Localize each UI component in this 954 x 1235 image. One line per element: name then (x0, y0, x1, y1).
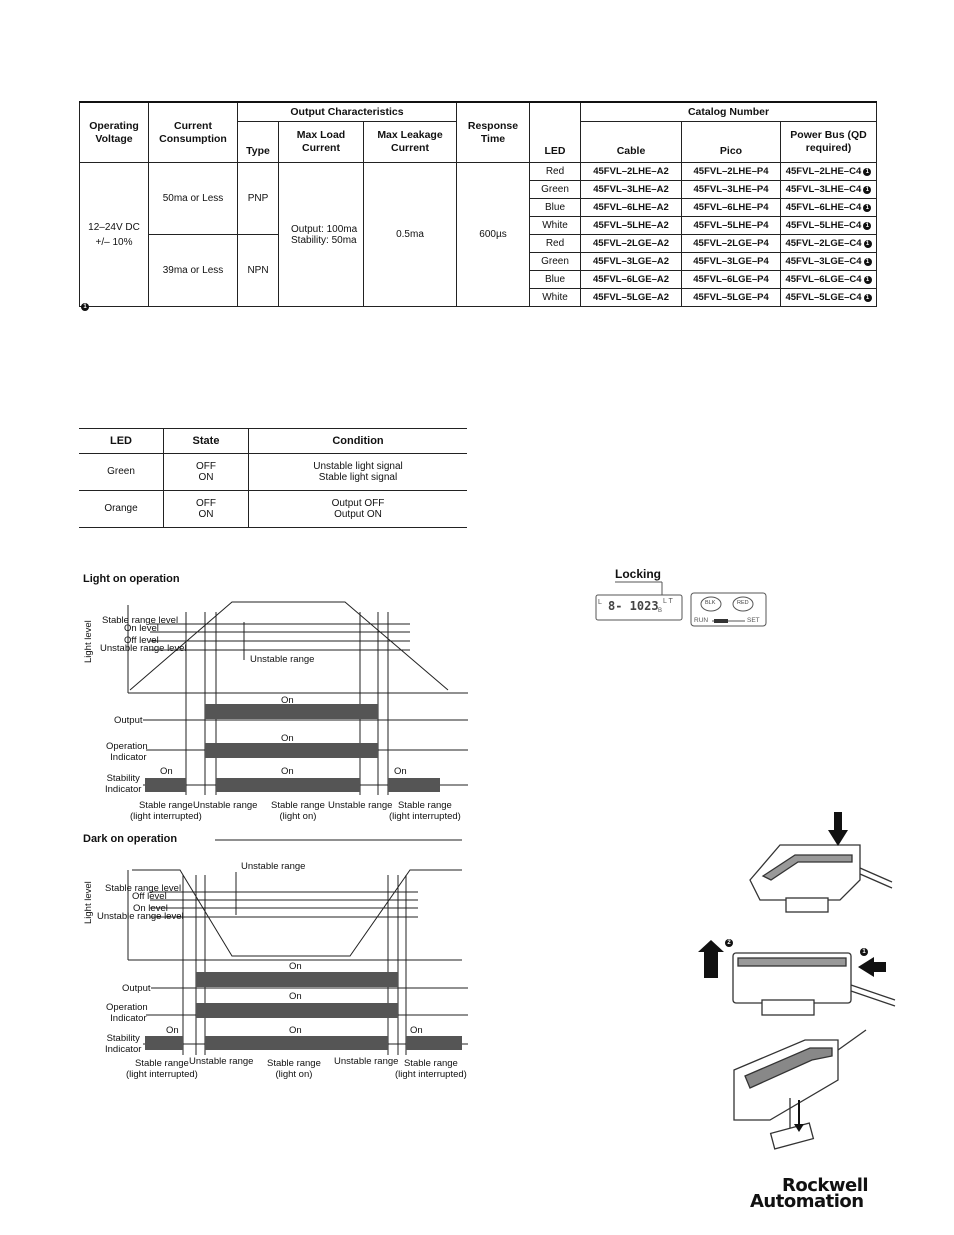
header-output-characteristics: Output Characteristics (238, 102, 457, 122)
unstable-range-level-label: Unstable range level (100, 643, 187, 654)
range-label (271, 800, 325, 822)
pnp-type: PNP (238, 163, 279, 235)
footnote-marker-icon: 1 (81, 303, 89, 311)
stability-on-bar (145, 778, 186, 792)
cable-catalog: 45FVL–5LHE–A2 (581, 217, 682, 235)
header-type: Type (238, 122, 279, 163)
power-bus-catalog: 45FVL–2LGE–C4 (785, 238, 862, 249)
stability-on-bar (406, 1036, 462, 1050)
condition-value: Output OFF (331, 497, 385, 509)
range-label-line: Stable range (138, 800, 193, 811)
pico-catalog: 45FVL–6LHE–P4 (682, 199, 781, 217)
header-catalog-number: Catalog Number (581, 102, 877, 122)
note-marker-icon: 1 (864, 276, 872, 284)
header-led: LED (530, 102, 581, 163)
stability-on-bar (205, 1036, 388, 1050)
output-on-label: On (281, 695, 294, 706)
arrow-down-icon (828, 812, 848, 846)
stability-indicator-label (105, 1033, 141, 1055)
stability-on-label: On (410, 1025, 423, 1036)
led-color: Red (530, 235, 581, 253)
range-label: Unstable range (334, 1056, 399, 1067)
unstable-range-level-label: Unstable range level (97, 911, 184, 922)
run-label: RUN (694, 617, 709, 624)
light-y-axis-label: Light level (83, 620, 94, 663)
operation-on-bar (205, 743, 378, 758)
output-on-label: On (289, 961, 302, 972)
operation-indicator-line: Indicator (110, 1013, 147, 1024)
unstable-range-label: Unstable range (250, 654, 315, 665)
stability-on-bar (216, 778, 360, 792)
power-bus-catalog: 45FVL–2LHE–C4 (785, 166, 862, 177)
led-name: Green (79, 454, 164, 491)
operating-voltage-tolerance: +/– 10% (95, 236, 133, 248)
range-label (267, 1058, 321, 1080)
range-label (389, 800, 461, 822)
header-response-time: Response Time (457, 102, 530, 163)
arrow-left-icon (858, 957, 886, 977)
on-level-label: On level (124, 623, 159, 634)
stable-range-level-label: Stable range level (102, 615, 179, 626)
power-bus-catalog: 45FVL–3LHE–C4 (785, 184, 862, 195)
led-color: Red (530, 163, 581, 181)
range-label-line: (light interrupted) (395, 1069, 467, 1080)
arrow-up-icon (698, 940, 724, 978)
operation-indicator-label (106, 1002, 148, 1024)
max-load-output: Output: 100ma (291, 223, 358, 235)
range-label (395, 1058, 467, 1080)
stability-on-label: On (394, 766, 407, 777)
range-label-line: (light interrupted) (126, 1069, 198, 1080)
pico-catalog: 45FVL–3LGE–P4 (682, 253, 781, 271)
power-bus-catalog: 45FVL–3LGE–C4 (785, 256, 862, 267)
operating-voltage-value: 12–24V DC (88, 221, 140, 233)
note-marker-icon: 1 (863, 186, 871, 194)
stable-range-level-label: Stable range level (105, 883, 182, 894)
cable-catalog: 45FVL–3LHE–A2 (581, 181, 682, 199)
range-label-line: Stable range (271, 800, 325, 811)
pico-catalog: 45FVL–3LHE–P4 (682, 181, 781, 199)
step-one-marker-icon: 1 (860, 948, 868, 956)
stability-indicator-line: Indicator (105, 784, 142, 795)
blk-button-label[interactable]: BLK (705, 600, 716, 606)
output-label: Output (114, 715, 143, 726)
red-button-label[interactable]: RED (737, 600, 749, 606)
cable-catalog: 45FVL–3LGE–A2 (581, 253, 682, 271)
power-bus-catalog: 45FVL–5LHE–C4 (785, 220, 862, 231)
operation-indicator-line: Operation (106, 741, 148, 752)
stability-on-bar (145, 1036, 183, 1050)
max-leakage: 0.5ma (364, 163, 457, 307)
note-marker-icon: 1 (864, 240, 872, 248)
header-cable: Cable (581, 122, 682, 163)
display-readout: 8- 1023 (608, 599, 659, 613)
stability-indicator-line: Stability (106, 773, 140, 784)
stability-on-label: On (289, 1025, 302, 1036)
npn-consumption: 39ma or Less (149, 235, 238, 307)
operation-indicator-line: Indicator (110, 752, 147, 763)
led-header: LED (79, 429, 164, 454)
operation-indicator-label (106, 741, 148, 763)
led-color: Blue (530, 271, 581, 289)
off-level-label: Off level (132, 891, 167, 902)
led-color: White (530, 289, 581, 307)
header-pico: Pico (682, 122, 781, 163)
state-value: ON (198, 509, 214, 520)
display-l-label: L (598, 599, 602, 606)
condition-value: Stable light signal (318, 472, 398, 483)
on-level-label: On level (133, 903, 168, 914)
condition-value: Output ON (334, 509, 382, 520)
npn-type: NPN (238, 235, 279, 307)
display-lt-label: L T (663, 598, 673, 605)
pnp-consumption: 50ma or Less (149, 163, 238, 235)
operation-on-label: On (281, 733, 294, 744)
header-max-leakage-current: Max Leakage Current (364, 122, 457, 163)
mount-illustration-3 (734, 1030, 866, 1149)
dark-on-title: Dark on operation (83, 833, 178, 845)
rockwell-automation-logo (750, 1175, 869, 1212)
output-on-bar (205, 704, 378, 719)
state-value: ON (198, 472, 214, 483)
header-operating-voltage: Operating Voltage (80, 102, 149, 163)
range-label-line: Stable range (134, 1058, 189, 1069)
led-color: Green (530, 181, 581, 199)
pico-catalog: 45FVL–5LGE–P4 (682, 289, 781, 307)
led-color: White (530, 217, 581, 235)
condition-header: Condition (249, 429, 468, 454)
unstable-range-label: Unstable range (241, 861, 306, 872)
note-marker-icon: 1 (864, 258, 872, 266)
pico-catalog: 45FVL–6LGE–P4 (682, 271, 781, 289)
note-marker-icon: 1 (864, 294, 872, 302)
led-color: Blue (530, 199, 581, 217)
max-load-stability: Stability: 50ma (291, 234, 357, 246)
power-bus-catalog: 45FVL–6LHE–C4 (785, 202, 862, 213)
output-label: Output (122, 983, 151, 994)
stability-indicator-label (105, 773, 141, 795)
slider-knob (714, 619, 728, 623)
led-color: Green (530, 253, 581, 271)
range-label-line: Stable range (403, 1058, 458, 1069)
power-bus-catalog: 45FVL–6LGE–C4 (785, 274, 862, 285)
note-marker-icon: 1 (863, 204, 871, 212)
pico-catalog: 45FVL–2LHE–P4 (682, 163, 781, 181)
logo-line: Rockwell (782, 1175, 869, 1196)
cable-catalog: 45FVL–6LHE–A2 (581, 199, 682, 217)
range-label-line: Stable range (267, 1058, 321, 1069)
header-max-load-current: Max Load Current (279, 122, 364, 163)
stability-indicator-line: Indicator (105, 1044, 142, 1055)
operation-indicator-line: Operation (106, 1002, 148, 1013)
header-power-bus: Power Bus (QD required) (781, 122, 877, 163)
pico-catalog: 45FVL–2LGE–P4 (682, 235, 781, 253)
stability-indicator-line: Stability (106, 1033, 140, 1044)
set-label: SET (747, 617, 760, 624)
range-label: Unstable range (328, 800, 393, 811)
range-label: Unstable range (189, 1056, 254, 1067)
range-label-line: Stable range (397, 800, 452, 811)
note-marker-icon: 1 (863, 168, 871, 176)
range-label: Unstable range (193, 800, 258, 811)
led-name: Orange (79, 491, 164, 528)
range-label (130, 800, 202, 822)
note-marker-icon: 1 (863, 222, 871, 230)
state-header: State (164, 429, 249, 454)
state-value: OFF (196, 460, 216, 472)
cable-catalog: 45FVL–5LGE–A2 (581, 289, 682, 307)
range-label (126, 1058, 198, 1080)
operation-on-bar (196, 1003, 398, 1018)
response-time: 600µs (457, 163, 530, 307)
operation-on-label: On (289, 991, 302, 1002)
state-value: OFF (196, 497, 216, 509)
off-level-label: Off level (124, 635, 159, 646)
power-bus-catalog: 45FVL–5LGE–C4 (785, 292, 862, 303)
cable-catalog: 45FVL–6LGE–A2 (581, 271, 682, 289)
cable-catalog: 45FVL–2LHE–A2 (581, 163, 682, 181)
cable-catalog: 45FVL–2LGE–A2 (581, 235, 682, 253)
stability-on-label: On (281, 766, 294, 777)
range-label-line: (light on) (275, 1069, 313, 1080)
range-label-line: (light interrupted) (130, 811, 202, 822)
logo-line: Automation (750, 1191, 864, 1212)
light-on-title: Light on operation (83, 573, 180, 585)
range-label-line: (light on) (279, 811, 317, 822)
stability-on-bar (388, 778, 440, 792)
step-two-marker-icon: 2 (725, 939, 733, 947)
pico-catalog: 45FVL–5LHE–P4 (682, 217, 781, 235)
stability-on-label: On (166, 1025, 179, 1036)
condition-value: Unstable light signal (313, 460, 403, 472)
mount-illustration-1 (750, 845, 892, 912)
header-current-consumption: Current Consumption (149, 102, 238, 163)
locking-title: Locking (615, 567, 662, 581)
stability-on-label: On (160, 766, 173, 777)
display-b-label: B (658, 608, 663, 614)
output-on-bar (196, 972, 398, 987)
dark-y-axis-label: Light level (83, 881, 94, 924)
range-label-line: (light interrupted) (389, 811, 461, 822)
